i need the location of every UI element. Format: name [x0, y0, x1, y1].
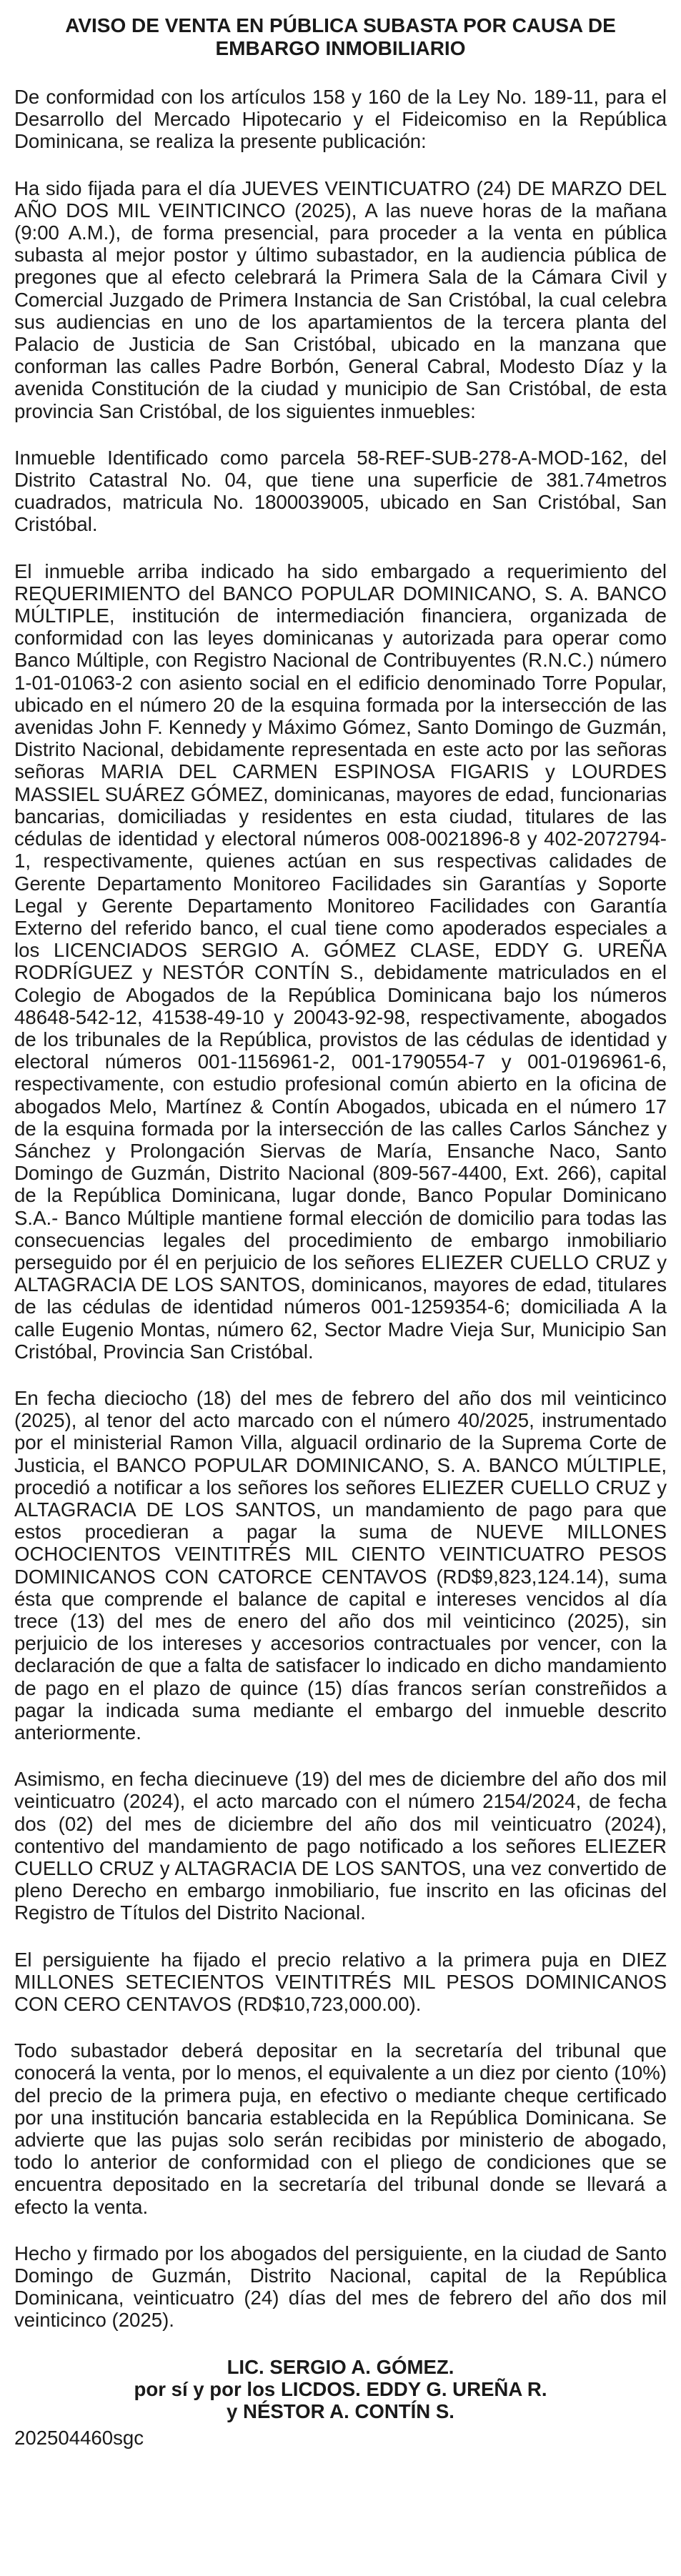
- signature-line-2: por sí y por los LICDOS. EDDY G. UREÑA R.: [134, 2377, 547, 2400]
- notice-title-line-2: EMBARGO INMOBILIARIO: [215, 37, 466, 59]
- paragraph-seizing-party: El inmueble arriba indicado ha sido embargado a requerimiento del REQUERIMIENTO del BANCO POPULAR DOMINICANO, S. A. BANCO MÚLTIPLE, institución de intermediación financiera, organizada de conformidad con las leyes dominicanas y autorizada para operar como Banco Múltiple, con Registro Nacional de Contribuyentes (R.N.C.) número 1-01-01063-2 con asiento social en el edificio denominado Torre Popular, ubicado en el número 20 de la esquina formada por la intersección de las avenidas John F. Kennedy y Máximo Gómez, Santo Domingo de Guzmán, Distrito Nacional, debidamente representada en este acto por las señoras señoras MARIA DEL CARMEN ESPINOSA FIGARIS y LOURDES MASSIEL SUÁREZ GÓMEZ, dominicanas, mayores de edad, funcionarias bancarias, domiciliadas y residentes en esta ciudad, titulares de las cédulas de identidad y electoral números 008-0021896-8 y 402-2072794-1, respectivamente, quienes actúan en sus respectivas calidades de Gerente Departamento Monitoreo Facilidades sin Garantías y Soporte Legal y Gerente Departamento Monitoreo Facilidades con Garantía Externo del referido banco, el cual tiene como apoderados especiales a los LICENCIADOS SERGIO A. GÓMEZ CLASE, EDDY G. UREÑA RODRÍGUEZ y NESTÓR CONTÍN S., debidamente matriculados en el Colegio de Abogados de la República Dominicana bajo los números 48648-542-12, 41538-49-10 y 20043-92-98, respectivamente, abogados de los tribunales de la República, provistos de las cédulas de identidad y electoral números 001-1156961-2, 001-1790554-7 y 001-0196961-6, respectivamente, con estudio profesional común abierto en la oficina de abogados Melo, Martínez & Contín Abogados, ubicada en el número 17 de la esquina formada por la intersección de las calles Carlos Sánchez y Sánchez y Prolongación Siervas de María, Ensanche Naco, Santo Domingo de Guzmán, Distrito Nacional (809-567-4400, Ext. 266), capital de la República Dominicana, lugar donde, Banco Popular Dominicano S.A.- Banco Múltiple mantiene formal elección de domicilio para todas las consecuencias legales del procedimiento de embargo inmobiliario perseguido por él en perjuicio de los señores ELIEZER CUELLO CRUZ y ALTAGRACIA DE LOS SANTOS, dominicanos, mayores de edad, titulares de las cédulas de identidad números 001-1259354-6; domiciliada A la calle Eugenio Montas, número 62, Sector Madre Vieja Sur, Municipio San Cristóbal, Provincia San Cristóbal.: [14, 560, 667, 1363]
- notice-title: [14, 14, 667, 60]
- notice-title-line-1: AVISO DE VENTA EN PÚBLICA SUBASTA POR CAUSA DE: [65, 14, 616, 36]
- paragraph-signed-statement: Hecho y firmado por los abogados del persiguiente, en la ciudad de Santo Domingo de Guzmán, Distrito Nacional, capital de la República Dominicana, veinticuatro (24) días del mes de febrero del año dos mil veinticinco (2025).: [14, 2242, 667, 2332]
- signature-line-1: LIC. SERGIO A. GÓMEZ.: [227, 2355, 454, 2378]
- paragraph-registration: Asimismo, en fecha diecinueve (19) del mes de diciembre del año dos mil veinticuatro (2024), el acto marcado con el número 2154/2024, de fecha dos (02) del mes de diciembre del año dos mil veinticuatro (2024), contentivo del mandamiento de pago notificado a los señores ELIEZER CUELLO CRUZ y ALTAGRACIA DE LOS SANTOS, una vez convertido de pleno Derecho en embargo inmobiliario, fue inscrito en las oficinas del Registro de Títulos del Distrito Nacional.: [14, 1768, 667, 1924]
- paragraph-payment-order: En fecha dieciocho (18) del mes de febrero del año dos mil veinticinco (2025), al tenor del acto marcado con el número 40/2025, instrumentado por el ministerial Ramon Villa, alguacil ordinario de la Suprema Corte de Justicia, el BANCO POPULAR DOMINICANO, S. A. BANCO MÚLTIPLE, procedió a notificar a los señores los señores ELIEZER CUELLO CRUZ y ALTAGRACIA DE LOS SANTOS, un mandamiento de pago para que estos procedieran a pagar la suma de NUEVE MILLONES OCHOCIENTOS VEINTITRÉS MIL CIENTO VEINTICUATRO PESOS DOMINICANOS CON CATORCE CENTAVOS (RD$9,823,124.14), suma ésta que comprende el balance de capital e intereses vencidos al día trece (13) del mes de enero del año dos mil veinticinco (2025), sin perjuicio de los intereses y accesorios contractuales por vencer, con la declaración de que a falta de satisfacer lo indicado en dicho mandamiento de pago en el plazo de quince (15) días francos serían constreñidos a pagar la indicada suma mediante el embargo del inmueble descrito anteriormente.: [14, 1386, 667, 1744]
- paragraph-auction-date: Ha sido fijada para el día JUEVES VEINTICUATRO (24) DE MARZO DEL AÑO DOS MIL VEINTICINCO (2025), A las nueve horas de la mañana (9:00 A.M.), de forma presencial, para proceder a la venta en pública subasta al mejor postor y último subastador, en la audiencia pública de pregones que al efecto celebrará la Primera Sala de la Cámara Civil y Comercial Juzgado de Primera Instancia de San Cristóbal, la cual celebra sus audiencias en uno de los apartamientos de la tercera planta del Palacio de Justicia de San Cristóbal, ubicado en la manzana que conforman las calles Padre Borbón, General Cabral, Modesto Díaz y la avenida Constitución de la ciudad y municipio de San Cristóbal, de esta provincia San Cristóbal, de los siguientes inmuebles:: [14, 176, 667, 422]
- paragraph-bidder-deposit: Todo subastador deberá depositar en la secretaría del tribunal que conocerá la venta, por lo menos, el equivalente a un diez por ciento (10%) del precio de la primera puja, en efectivo o mediante cheque certificado por una institución bancaria establecida en la República Dominicana. Se advierte que las pujas solo serán recibidas por ministerio de abogado, todo lo anterior de conformidad con el pliego de condiciones que se encuentra depositado en la secretaría del tribunal donde se llevará a efecto la venta.: [14, 2039, 667, 2218]
- paragraph-publication-basis: De conformidad con los artículos 158 y 160 de la Ley No. 189-11, para el Desarrollo del Mercado Hipotecario y el Fideicomiso en la República Dominicana, se realiza la presente publicación:: [14, 86, 667, 153]
- paragraph-property-description: Inmueble Identificado como parcela 58-REF-SUB-278-A-MOD-162, del Distrito Catastral No. 04, que tiene una superficie de 381.74metros cuadrados, matricula No. 1800039005, ubicado en San Cristóbal, San Cristóbal.: [14, 446, 667, 536]
- signature-line-3: y NÉSTOR A. CONTÍN S.: [227, 2400, 454, 2422]
- publication-code: 202504460sgc: [14, 2426, 144, 2449]
- signature-block: [14, 2356, 667, 2422]
- paragraph-first-bid-price: El persiguiente ha fijado el precio relativo a la primera puja en DIEZ MILLONES SETECIENTOS VEINTITRÉS MIL PESOS DOMINICANOS CON CERO CENTAVOS (RD$10,723,000.00).: [14, 1948, 667, 2016]
